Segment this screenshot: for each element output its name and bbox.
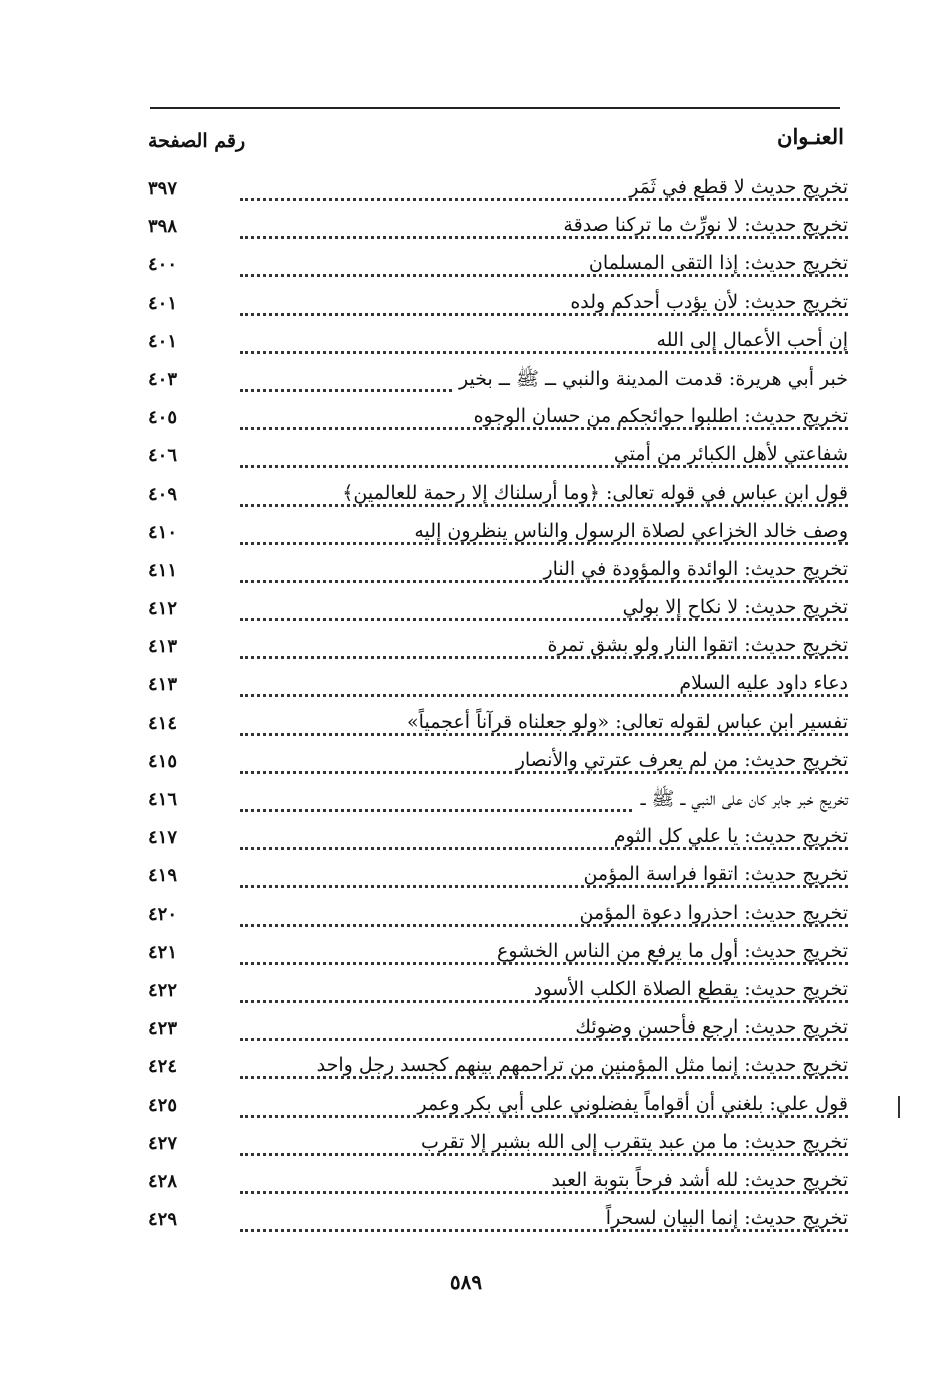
toc-page-number: ٤١٤: [148, 712, 178, 734]
dot-leader: [240, 542, 848, 545]
toc-row: [148, 210, 848, 248]
toc-entry-title: تفسير ابن عباس لقوله تعالى: «ولو جعلناه قرآناً أعجمياً»: [401, 711, 848, 733]
toc-row: [148, 1203, 848, 1241]
toc-page-number: ٤٠٦: [148, 445, 178, 467]
toc-page-number: ٤١١: [148, 559, 178, 581]
toc-row: [148, 478, 848, 516]
toc-entry-title: تخريج حديث: احذروا دعوة المؤمن: [573, 902, 848, 924]
toc-entry-title: تخريج خبر جابر كان على النبي ــ ﷺ ــ: [635, 787, 848, 815]
toc-row: [148, 363, 848, 401]
dot-leader: [240, 1076, 848, 1079]
header-rule: [150, 107, 840, 109]
dot-leader: [240, 580, 848, 583]
dot-leader: [240, 1115, 848, 1118]
toc-row: [148, 821, 848, 859]
toc-row: [148, 439, 848, 477]
toc-page-number: ٤٢٧: [148, 1132, 178, 1154]
toc-row: [148, 554, 848, 592]
toc-entry-title: تخريج حديث: من لم يعرف عترتي والأنصار: [510, 749, 848, 771]
toc-entry-title: تخريج حديث: أول ما يرفع من الناس الخشوع: [491, 940, 848, 962]
toc-page-number: ٤٢٨: [148, 1170, 178, 1192]
title-column-heading: العنـوان: [777, 124, 844, 149]
toc-entry-title: تخريج حديث: اتقوا فراسة المؤمن: [577, 863, 848, 885]
dot-leader: [240, 504, 848, 507]
toc-entry-title: تخريج حديث: ما من عبد يتقرب إلى الله بشبر إلا تقرب: [415, 1131, 848, 1153]
toc-entry-title: قول علي: بلغني أن أقواماً يفضلوني على أبي بكر وعمر: [411, 1093, 848, 1115]
toc-entry-title: قول ابن عباس في قوله تعالى: ﴿وما أرسلناك إلا رحمة للعالمين﴾: [336, 482, 848, 504]
toc-row: [148, 592, 848, 630]
toc-entry-title: تخريج حديث: إنما البيان لسحراً: [600, 1207, 848, 1229]
dot-leader: [240, 885, 848, 888]
toc-entry-title: دعاء داود عليه السلام: [673, 672, 848, 694]
toc-page-number: ٤١٩: [148, 865, 178, 887]
toc-page-number: ٤٢٣: [148, 1018, 178, 1040]
dot-leader: [240, 618, 848, 621]
toc-page-number: ٤٠٥: [148, 407, 178, 429]
toc-entry-title: تخريج حديث: لا نكاح إلا بولي: [617, 596, 848, 618]
toc-row: [148, 516, 848, 554]
dot-leader: [240, 847, 848, 850]
dot-leader: [240, 1153, 848, 1156]
toc-row: [148, 936, 848, 974]
toc-entry-title: تخريج حديث: يا علي كل الثوم: [608, 825, 848, 847]
toc-row: [148, 898, 848, 936]
margin-mark: [898, 1096, 900, 1118]
dot-leader: [240, 771, 848, 774]
toc-row: [148, 859, 848, 897]
toc-row: [148, 707, 848, 745]
toc-page-number: ٤١٧: [148, 827, 178, 849]
toc-page-number: ٤٢٢: [148, 979, 178, 1001]
toc-entry-title: شفاعتي لأهل الكبائر من أمتي: [608, 443, 848, 465]
toc-entry-title: وصف خالد الخزاعي لصلاة الرسول والناس ينظرون إليه: [408, 520, 848, 542]
toc-page-number: ٤٢٠: [148, 903, 178, 925]
toc-entry-title: تخريج حديث: ارجع فأحسن وضوئك: [569, 1016, 848, 1038]
toc-row: [148, 1165, 848, 1203]
dot-leader: [240, 1229, 848, 1232]
dot-leader: [240, 733, 848, 736]
toc-page-number: ٣٩٧: [148, 178, 178, 199]
toc-entry-title: تخريج حديث: الوائدة والمؤودة في النار: [537, 558, 848, 580]
toc-row: [148, 172, 848, 210]
dot-leader: [240, 1038, 848, 1041]
toc-entry-title: تخريج حديث: اتقوا النار ولو بشق تمرة: [541, 634, 848, 656]
toc-page-number: ٣٩٨: [148, 216, 178, 238]
toc-row: [148, 974, 848, 1012]
table-of-contents: [148, 172, 848, 1241]
toc-entry-title: إن أحب الأعمال إلى الله: [650, 329, 848, 351]
toc-entry-title: تخريج حديث: إذا التقى المسلمان: [583, 252, 848, 274]
toc-page-number: ٤٢٥: [148, 1094, 178, 1116]
toc-page-number: ٤٠٩: [148, 483, 178, 505]
toc-page-number: ٤١٥: [148, 750, 178, 772]
dot-leader: [240, 924, 848, 927]
toc-page-number: ٤١٦: [148, 789, 178, 810]
toc-entry-title: تخريج حديث: يقطع الصلاة الكلب الأسود: [528, 978, 848, 1000]
toc-row: [148, 325, 848, 363]
dot-leader: [240, 962, 848, 965]
dot-leader: [240, 427, 848, 430]
dot-leader: [240, 1000, 848, 1003]
toc-page-number: ٤٢١: [148, 941, 178, 963]
toc-entry-title: تخريج حديث: إنما مثل المؤمنين من تراحمهم بينهم كجسد رجل واحد: [311, 1054, 848, 1076]
toc-row: [148, 401, 848, 439]
dot-leader: [240, 656, 848, 659]
toc-row: [148, 1012, 848, 1050]
toc-page-number: ٤١٢: [148, 598, 178, 620]
toc-row: [148, 287, 848, 325]
toc-entry-title: تخريج حديث: لأن يؤدب أحدكم ولده: [564, 291, 848, 313]
toc-page-number: ٤٠١: [148, 292, 178, 314]
toc-row: [148, 783, 848, 821]
toc-entry-title: تخريج حديث: اطلبوا حوائجكم من حسان الوجوه: [468, 405, 848, 427]
toc-page-number: ٤٠٣: [148, 368, 178, 390]
toc-row: [148, 1089, 848, 1127]
toc-row: [148, 668, 848, 706]
dot-leader: [240, 198, 848, 201]
toc-entry-title: خبر أبي هريرة: قدمت المدينة والنبي ــ ﷺ ــ بخير: [453, 367, 848, 395]
toc-page-number: ٤١٣: [148, 636, 178, 658]
toc-page-number: ٤٢٩: [148, 1209, 178, 1231]
toc-page-number: ٤٢٤: [148, 1056, 178, 1078]
toc-entry-title: تخريج حديث: لله أشد فرحاً بتوبة العبد: [545, 1169, 848, 1191]
dot-leader: [240, 351, 848, 354]
toc-page-number: ٤١٠: [148, 521, 178, 543]
toc-entry-title: تخريج حديث لا قطع في ثَمَر: [623, 176, 848, 198]
dot-leader: [240, 465, 848, 468]
toc-page-number: ٤١٣: [148, 674, 178, 696]
toc-page-number: ٤٠١: [148, 330, 178, 352]
dot-leader: [240, 1191, 848, 1194]
page-number-footer: ٥٨٩: [449, 1270, 483, 1294]
toc-page-number: ٤٠٠: [148, 254, 178, 276]
toc-row: [148, 1127, 848, 1165]
dot-leader: [240, 694, 848, 697]
dot-leader: [240, 313, 848, 316]
toc-row: [148, 745, 848, 783]
toc-row: [148, 248, 848, 286]
toc-row: [148, 1050, 848, 1088]
page-number-column-heading: رقم الصفحة: [148, 130, 246, 152]
dot-leader: [240, 274, 848, 277]
toc-entry-title: تخريج حديث: لا نورِّث ما تركنا صدقة: [557, 214, 848, 236]
dot-leader: [240, 236, 848, 239]
toc-row: [148, 630, 848, 668]
